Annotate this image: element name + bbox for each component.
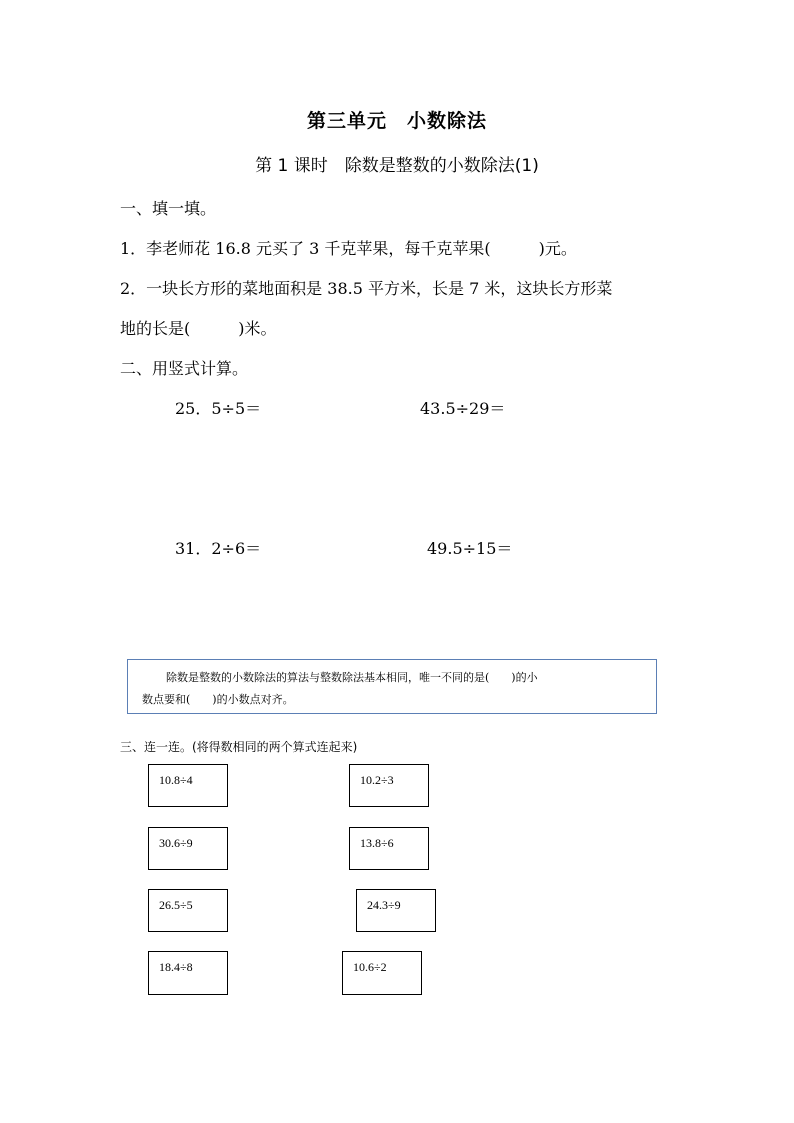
match-right-4[interactable]: 10.6÷2 — [342, 951, 422, 995]
match-right-3[interactable]: 24.3÷9 — [356, 889, 436, 932]
question-1: 1．李老师花 16.8 元买了 3 千克苹果，每千克苹果( )元。 — [120, 239, 577, 258]
question-2-line-2: 地的长是( )米。 — [120, 319, 277, 338]
calc-expression-3: 31．2÷6＝ — [175, 539, 262, 558]
calc-expression-4: 49.5÷15＝ — [427, 539, 513, 558]
page-title: 第三单元 小数除法 — [306, 110, 487, 132]
calc-expression-2: 43.5÷29＝ — [420, 399, 506, 418]
section3-heading: 三、连一连。(将得数相同的两个算式连起来) — [120, 740, 358, 754]
rule-note-line-1: 除数是整数的小数除法的算法与整数除法基本相同，唯一不同的是( )的小 — [166, 671, 538, 684]
lesson-subtitle: 第 1 课时 除数是整数的小数除法(1) — [255, 156, 539, 176]
rule-note-line-2: 数点要和( )的小数点对齐。 — [142, 693, 294, 706]
match-left-3[interactable]: 26.5÷5 — [148, 889, 228, 932]
match-right-1[interactable]: 10.2÷3 — [349, 764, 429, 807]
calc-expression-1: 25．5÷5＝ — [175, 399, 262, 418]
match-left-2[interactable]: 30.6÷9 — [148, 827, 228, 870]
match-left-4[interactable]: 18.4÷8 — [148, 951, 228, 995]
match-left-1[interactable]: 10.8÷4 — [148, 764, 228, 807]
section2-heading: 二、用竖式计算。 — [120, 359, 249, 378]
question-2-line-1: 2．一块长方形的菜地面积是 38.5 平方米，长是 7 米，这块长方形菜 — [120, 279, 613, 298]
section1-heading: 一、填一填。 — [120, 199, 217, 218]
rule-note-box — [127, 659, 657, 714]
match-right-2[interactable]: 13.8÷6 — [349, 827, 429, 870]
